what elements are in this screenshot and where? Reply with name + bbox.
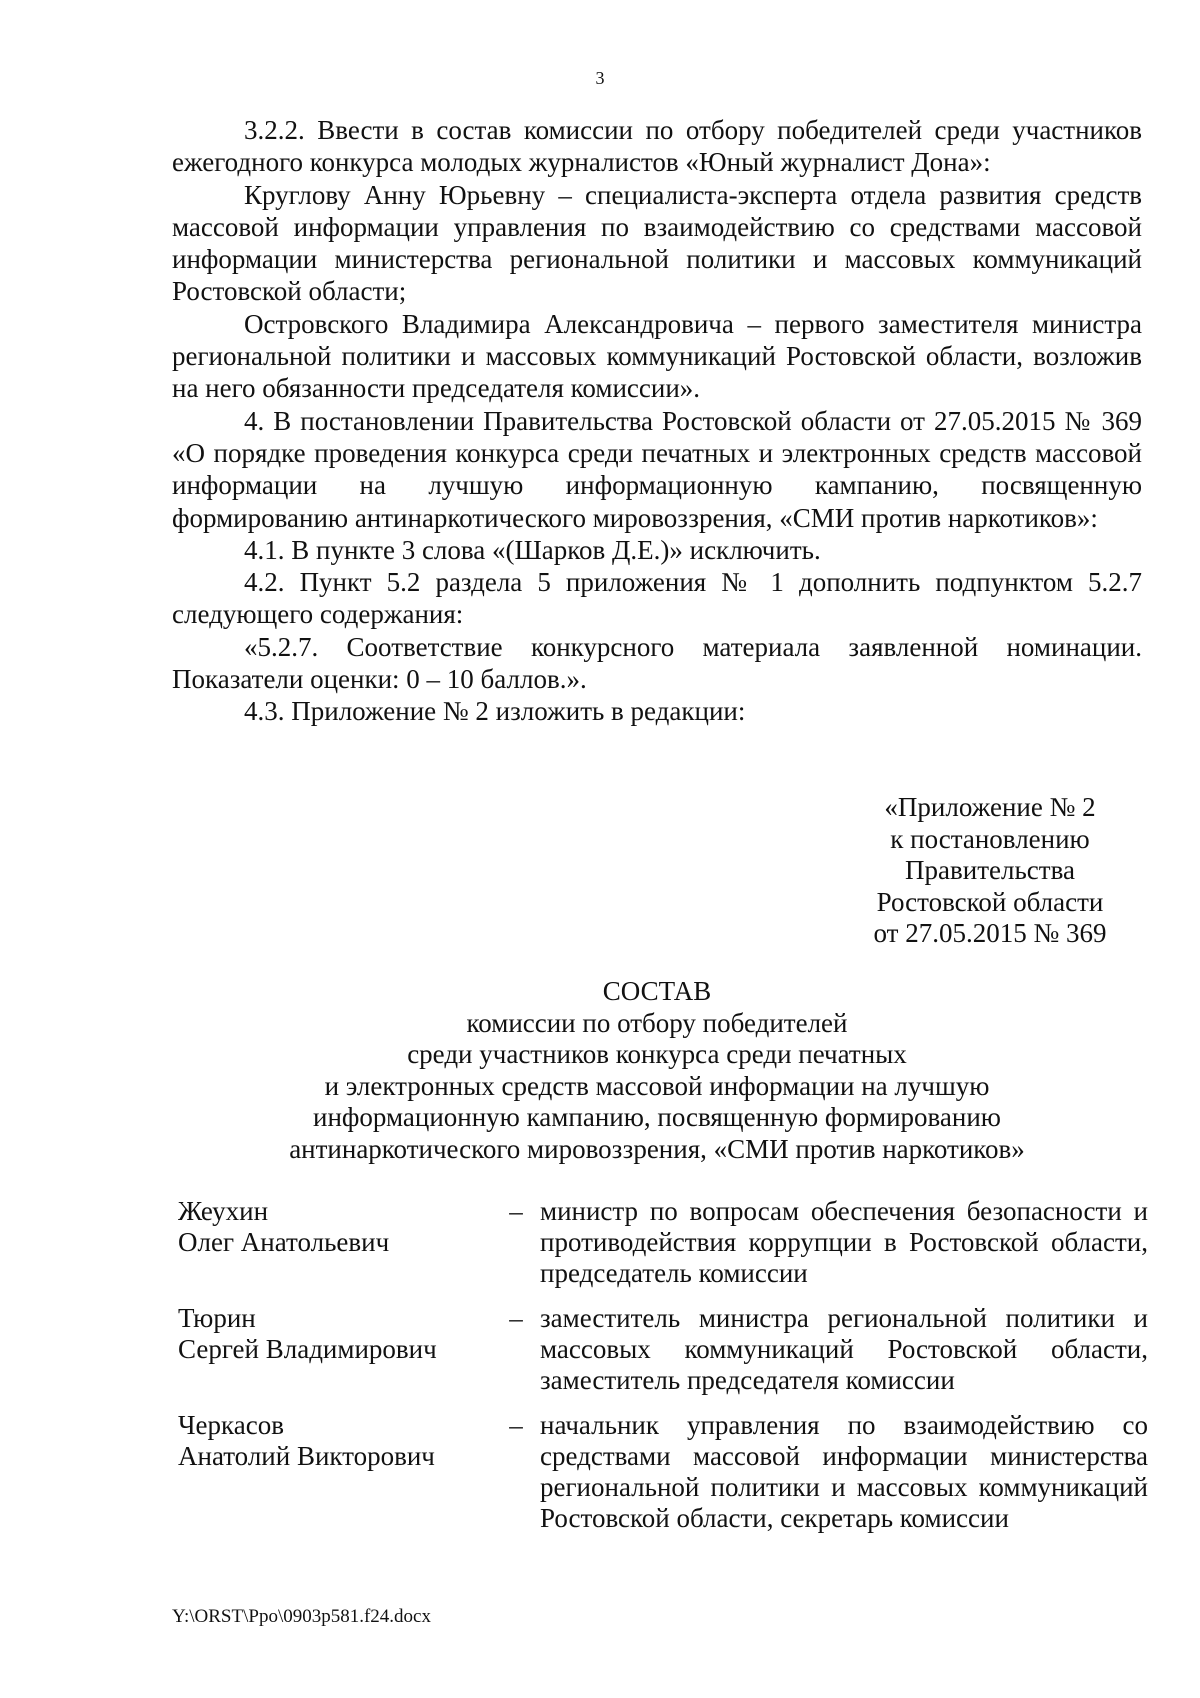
member-dash: – <box>509 1196 523 1226</box>
body-text <box>172 114 1142 728</box>
appendix-line: от 27.05.2015 № 369 <box>873 918 1107 948</box>
paragraph: «5.2.7. Соответствие конкурсного материала заявленной номинации. Показатели оценки: 0 – 10 баллов.». <box>172 631 1142 695</box>
appendix-line: Ростовской области <box>876 886 1104 917</box>
title-heading: СОСТАВ <box>602 976 712 1006</box>
member-surname: Черкасов <box>178 1410 284 1440</box>
member-given-name: Анатолий Викторович <box>178 1441 435 1471</box>
member-role: министр по вопросам обеспечения безопасности и противодействия коррупции в Ростовской области, председатель комиссии <box>540 1196 1148 1288</box>
title-block <box>172 976 1142 1165</box>
appendix-line: «Приложение № 2 <box>884 792 1096 822</box>
paragraph: 4. В постановлении Правительства Ростовской области от 27.05.2015 № 369 «О порядке проведения конкурса среди печатных и электронных средств массовой информации на лучшую информационную кампанию, посвященную формированию антинаркотического мировоззрения, «СМИ против наркотиков»: <box>172 405 1142 533</box>
paragraph: 3.2.2. Ввести в состав комиссии по отбору победителей среди участников ежегодного конкурса молодых журналистов «Юный журналист Дона»: <box>172 115 1142 178</box>
footer-file-path: Y:\ORST\Ppo\0903p581.f24.docx <box>172 1606 431 1627</box>
member-row <box>178 1303 1148 1396</box>
member-given-name: Сергей Владимирович <box>178 1334 437 1364</box>
title-line: информационную кампанию, посвященную формированию <box>313 1102 1001 1132</box>
member-surname: Тюрин <box>178 1303 256 1333</box>
page-number: 3 <box>595 68 605 88</box>
paragraph: 4.3. Приложение № 2 изложить в редакции: <box>244 696 746 727</box>
paragraph: Островского Владимира Александровича – первого заместителя министра региональной политики и массовых коммуникаций Ростовской области, возложив на него обязанности председателя комиссии». <box>172 308 1142 404</box>
member-name <box>178 1410 478 1534</box>
members-list <box>178 1196 1148 1548</box>
title-line: среди участников конкурса среди печатных <box>407 1039 907 1069</box>
member-surname: Жеухин <box>178 1196 269 1226</box>
member-given-name: Олег Анатольевич <box>178 1227 390 1257</box>
title-line: антинаркотического мировоззрения, «СМИ против наркотиков» <box>289 1133 1025 1164</box>
member-dash: – <box>509 1303 523 1333</box>
title-line: и электронных средств массовой информации на лучшую <box>324 1070 990 1101</box>
member-role: начальник управления по взаимодействию со средствами массовой информации министерства региональной политики и массовых коммуникаций Ростовской области, секретарь комиссии <box>540 1410 1148 1533</box>
appendix-header <box>840 792 1140 950</box>
paragraph: Круглову Анну Юрьевну – специалиста-эксперта отдела развития средств массовой информации управления по взаимодействию со средствами массовой информации министерства региональной политики и массовых коммуникаций Ростовской области; <box>172 179 1142 307</box>
member-dash: – <box>509 1410 523 1440</box>
member-role: заместитель министра региональной политики и массовых коммуникаций Ростовской области, заместитель председателя комиссии <box>540 1303 1148 1395</box>
member-row <box>178 1410 1148 1534</box>
member-row <box>178 1196 1148 1289</box>
title-line: комиссии по отбору победителей <box>466 1007 848 1038</box>
paragraph: 4.2. Пункт 5.2 раздела 5 приложения № 1 дополнить подпунктом 5.2.7 следующего содержания: <box>172 567 1142 630</box>
appendix-line: Правительства <box>905 855 1075 885</box>
appendix-line: к постановлению <box>890 823 1090 854</box>
member-name <box>178 1196 478 1289</box>
paragraph: 4.1. В пункте 3 слова «(Шарков Д.Е.)» исключить. <box>244 534 821 565</box>
member-name <box>178 1303 478 1396</box>
